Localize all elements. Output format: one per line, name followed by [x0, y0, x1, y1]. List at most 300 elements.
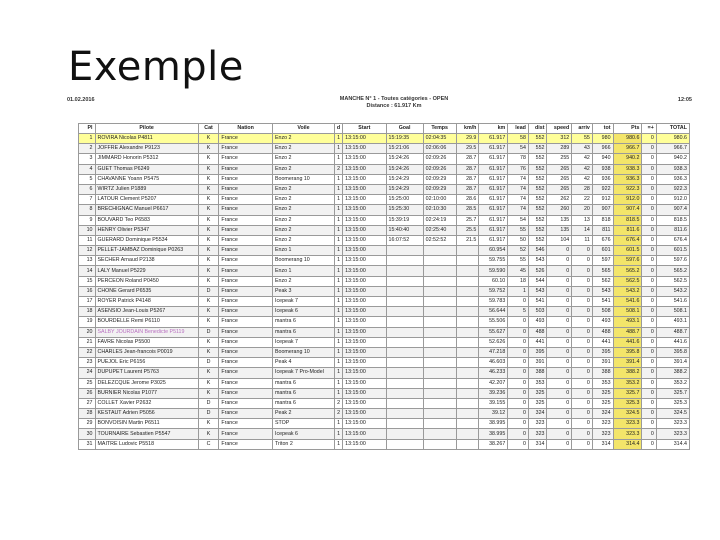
table-cell: 74: [508, 205, 529, 215]
table-cell: 3: [79, 154, 96, 164]
table-cell: 324.5: [656, 409, 689, 419]
table-cell: 11: [79, 235, 96, 245]
table-cell: 0: [642, 215, 656, 225]
table-cell: PELLET-JAMBAZ Dominique P0263: [95, 246, 198, 256]
table-cell: 940.2: [613, 154, 642, 164]
table-cell: 02:25:40: [423, 225, 456, 235]
table-cell: 29.9: [456, 134, 479, 144]
table-cell: [386, 327, 423, 337]
table-cell: 966.7: [613, 144, 642, 154]
table-cell: 0: [547, 439, 572, 449]
table-cell: 1: [334, 225, 342, 235]
table-cell: [456, 256, 479, 266]
table-cell: D: [198, 398, 219, 408]
table-cell: [423, 246, 456, 256]
table-cell: 1: [334, 276, 342, 286]
table-cell: PERCEON Roland P0450: [95, 276, 198, 286]
table-cell: CHONE Gerard P6535: [95, 286, 198, 296]
table-cell: 1: [334, 327, 342, 337]
table-cell: 488.7: [613, 327, 642, 337]
table-cell: 0: [572, 378, 593, 388]
table-cell: Enzo 2: [273, 205, 335, 215]
table-row: [79, 144, 690, 154]
table-cell: 0: [547, 266, 572, 276]
table-cell: 388.2: [613, 368, 642, 378]
table-cell: 02:10:00: [423, 195, 456, 205]
table-cell: 39.155: [479, 398, 508, 408]
table-row: [79, 225, 690, 235]
table-cell: 61.917: [479, 154, 508, 164]
table-cell: ASENSIO Jean-Louis P5267: [95, 307, 198, 317]
table-cell: 325: [592, 398, 613, 408]
table-cell: [423, 266, 456, 276]
table-cell: 42: [572, 164, 593, 174]
table-cell: 02:09:26: [423, 154, 456, 164]
table-cell: 1: [334, 205, 342, 215]
table-row: [79, 235, 690, 245]
table-cell: 0: [642, 134, 656, 144]
table-cell: 15: [79, 276, 96, 286]
table-cell: 0: [572, 327, 593, 337]
table-cell: K: [198, 154, 219, 164]
table-cell: [386, 246, 423, 256]
table-cell: 15:21:06: [386, 144, 423, 154]
table-cell: 104: [547, 235, 572, 245]
table-row: [79, 195, 690, 205]
table-cell: K: [198, 419, 219, 429]
table-cell: 1: [334, 266, 342, 276]
table-cell: 544: [528, 276, 547, 286]
table-cell: 13:15:00: [343, 205, 386, 215]
table-row: [79, 439, 690, 449]
table-cell: CHARLES Jean-francois P0019: [95, 347, 198, 357]
table-cell: 562.5: [613, 276, 642, 286]
table-cell: 0: [642, 225, 656, 235]
table-cell: 562: [592, 276, 613, 286]
table-row: [79, 398, 690, 408]
table-cell: 323: [592, 429, 613, 439]
table-cell: K: [198, 317, 219, 327]
table-cell: [456, 429, 479, 439]
table-cell: 922: [592, 184, 613, 194]
table-cell: 13: [572, 215, 593, 225]
table-cell: 17: [79, 297, 96, 307]
table-cell: France: [219, 134, 273, 144]
table-cell: 19: [79, 317, 96, 327]
table-cell: 0: [572, 429, 593, 439]
table-cell: 76: [508, 164, 529, 174]
table-cell: Icepeak 7 Pro-Model: [273, 368, 335, 378]
table-cell: 0: [508, 409, 529, 419]
table-cell: GUET Thomas P6249: [95, 164, 198, 174]
table-cell: 0: [642, 235, 656, 245]
table-row: [79, 134, 690, 144]
table-cell: 1: [334, 174, 342, 184]
table-cell: 353: [592, 378, 613, 388]
table-cell: [423, 307, 456, 317]
table-cell: France: [219, 388, 273, 398]
table-row: [79, 215, 690, 225]
table-cell: 2: [334, 398, 342, 408]
table-cell: 0: [547, 317, 572, 327]
table-cell: France: [219, 439, 273, 449]
table-cell: 265: [547, 174, 572, 184]
table-cell: 02:09:26: [423, 164, 456, 174]
column-header: Goal: [386, 124, 423, 134]
table-cell: 13:15:00: [343, 388, 386, 398]
column-header: speed: [547, 124, 572, 134]
table-cell: France: [219, 205, 273, 215]
table-cell: 325.3: [613, 398, 642, 408]
table-cell: [386, 398, 423, 408]
table-cell: 552: [528, 205, 547, 215]
table-cell: 1: [334, 337, 342, 347]
table-cell: D: [198, 358, 219, 368]
table-cell: 13:15:00: [343, 347, 386, 357]
table-cell: 13:15:00: [343, 195, 386, 205]
table-cell: K: [198, 337, 219, 347]
table-cell: 15:24:29: [386, 184, 423, 194]
table-cell: 0: [642, 144, 656, 154]
table-cell: K: [198, 225, 219, 235]
table-cell: 26: [79, 388, 96, 398]
table-cell: K: [198, 368, 219, 378]
table-cell: 1: [334, 286, 342, 296]
table-cell: 13:15:00: [343, 235, 386, 245]
table-cell: 818.5: [613, 215, 642, 225]
table-cell: 28.7: [456, 154, 479, 164]
table-cell: 13:15:00: [343, 439, 386, 449]
table-cell: 13:15:00: [343, 337, 386, 347]
table-cell: 0: [508, 419, 529, 429]
table-cell: 0: [572, 358, 593, 368]
table-cell: 601.5: [656, 246, 689, 256]
table-cell: 0: [508, 439, 529, 449]
table-cell: 60.954: [479, 246, 508, 256]
table-cell: [386, 388, 423, 398]
table-cell: France: [219, 225, 273, 235]
table-cell: [423, 419, 456, 429]
slide-title: Exemple: [68, 44, 244, 90]
column-header: Pilote: [95, 124, 198, 134]
table-cell: Triton 2: [273, 439, 335, 449]
table-cell: 0: [572, 347, 593, 357]
table-cell: 0: [642, 205, 656, 215]
table-cell: 6: [79, 184, 96, 194]
table-cell: 02:24:19: [423, 215, 456, 225]
table-cell: 676.4: [613, 235, 642, 245]
table-row: [79, 429, 690, 439]
table-cell: 0: [508, 368, 529, 378]
table-cell: [386, 419, 423, 429]
table-cell: 02:06:06: [423, 144, 456, 154]
table-cell: [386, 429, 423, 439]
table-cell: 54: [508, 215, 529, 225]
table-cell: [456, 246, 479, 256]
table-cell: 52: [508, 246, 529, 256]
table-cell: 565: [592, 266, 613, 276]
table-cell: [456, 419, 479, 429]
table-cell: 27: [79, 398, 96, 408]
table-cell: K: [198, 246, 219, 256]
table-cell: 388: [528, 368, 547, 378]
table-cell: 1: [334, 347, 342, 357]
table-cell: 61.917: [479, 174, 508, 184]
table-cell: 0: [642, 164, 656, 174]
table-cell: 46.603: [479, 358, 508, 368]
results-document: [64, 93, 704, 540]
table-cell: 0: [547, 276, 572, 286]
table-cell: 5: [79, 174, 96, 184]
table-cell: 61.917: [479, 205, 508, 215]
table-cell: France: [219, 429, 273, 439]
table-cell: 543: [528, 286, 547, 296]
table-cell: 1: [334, 154, 342, 164]
table-cell: 312: [547, 134, 572, 144]
table-cell: 543: [528, 256, 547, 266]
table-cell: [423, 439, 456, 449]
table-cell: 0: [642, 246, 656, 256]
table-cell: 1: [334, 235, 342, 245]
column-header: tot: [592, 124, 613, 134]
table-cell: 0: [547, 429, 572, 439]
table-cell: 907.4: [613, 205, 642, 215]
table-cell: 22: [79, 347, 96, 357]
table-row: [79, 317, 690, 327]
table-cell: 922.3: [613, 184, 642, 194]
table-cell: 552: [528, 225, 547, 235]
table-cell: 0: [547, 347, 572, 357]
table-cell: 0: [572, 256, 593, 266]
table-cell: 9: [79, 215, 96, 225]
column-header: km: [479, 124, 508, 134]
table-cell: 0: [508, 297, 529, 307]
table-cell: 28.7: [456, 164, 479, 174]
column-header: Pl: [79, 124, 96, 134]
table-cell: 2: [334, 164, 342, 174]
table-cell: France: [219, 419, 273, 429]
table-cell: 0: [642, 378, 656, 388]
table-cell: 42.207: [479, 378, 508, 388]
table-cell: 541: [592, 297, 613, 307]
table-cell: France: [219, 368, 273, 378]
table-cell: 0: [547, 286, 572, 296]
table-cell: K: [198, 378, 219, 388]
table-cell: 29.5: [456, 144, 479, 154]
table-cell: 23: [79, 358, 96, 368]
table-cell: [456, 439, 479, 449]
table-cell: France: [219, 184, 273, 194]
table-cell: Enzo 2: [273, 215, 335, 225]
table-cell: Boomerang 10: [273, 256, 335, 266]
table-cell: K: [198, 388, 219, 398]
table-cell: 0: [572, 266, 593, 276]
table-cell: K: [198, 144, 219, 154]
table-cell: Icepeak 7: [273, 297, 335, 307]
table-cell: 28.5: [456, 205, 479, 215]
table-cell: 552: [528, 154, 547, 164]
column-header: arriv: [572, 124, 593, 134]
table-cell: [423, 388, 456, 398]
table-cell: [456, 337, 479, 347]
table-cell: 323: [528, 419, 547, 429]
table-cell: [386, 347, 423, 357]
table-header-row: [79, 124, 690, 134]
table-cell: [423, 347, 456, 357]
table-cell: 135: [547, 225, 572, 235]
table-cell: France: [219, 144, 273, 154]
table-row: [79, 205, 690, 215]
table-cell: DELEZCQUE Jerome P3025: [95, 378, 198, 388]
table-cell: Enzo 2: [273, 144, 335, 154]
table-cell: 0: [642, 286, 656, 296]
table-cell: 0: [572, 286, 593, 296]
table-cell: 1: [334, 388, 342, 398]
table-cell: Enzo 2: [273, 154, 335, 164]
table-row: [79, 256, 690, 266]
table-cell: 255: [547, 154, 572, 164]
table-cell: JIMMARD Honorin P5312: [95, 154, 198, 164]
table-cell: 0: [572, 439, 593, 449]
table-cell: 61.917: [479, 164, 508, 174]
table-cell: 314: [528, 439, 547, 449]
table-cell: 61.917: [479, 184, 508, 194]
table-cell: [386, 358, 423, 368]
table-cell: D: [198, 286, 219, 296]
table-cell: 0: [547, 419, 572, 429]
table-cell: 562.5: [656, 276, 689, 286]
table-cell: 12: [79, 246, 96, 256]
table-cell: 31: [79, 439, 96, 449]
table-cell: [386, 297, 423, 307]
table-body: [79, 134, 690, 450]
table-cell: 552: [528, 215, 547, 225]
table-cell: 25.5: [456, 225, 479, 235]
table-cell: 59.783: [479, 297, 508, 307]
table-cell: [456, 409, 479, 419]
table-cell: 1: [334, 134, 342, 144]
table-cell: [386, 266, 423, 276]
table-cell: [456, 368, 479, 378]
table-cell: 676.4: [656, 235, 689, 245]
table-cell: 325: [528, 388, 547, 398]
table-cell: 936.3: [656, 174, 689, 184]
table-cell: 15:40:40: [386, 225, 423, 235]
table-cell: 541: [528, 297, 547, 307]
table-cell: France: [219, 174, 273, 184]
table-cell: 391: [592, 358, 613, 368]
table-cell: 2: [334, 409, 342, 419]
table-cell: 30: [79, 429, 96, 439]
table-cell: 966: [592, 144, 613, 154]
table-cell: 1: [508, 286, 529, 296]
table-cell: 552: [528, 195, 547, 205]
table-cell: 980: [592, 134, 613, 144]
table-cell: 546: [528, 246, 547, 256]
table-cell: 0: [508, 337, 529, 347]
table-cell: 15:24:26: [386, 154, 423, 164]
table-row: [79, 276, 690, 286]
table-cell: 493: [528, 317, 547, 327]
table-cell: Enzo 2: [273, 164, 335, 174]
table-cell: [386, 337, 423, 347]
table-cell: 0: [547, 358, 572, 368]
table-cell: 14: [79, 266, 96, 276]
table-cell: [423, 327, 456, 337]
table-cell: Boomerang 10: [273, 174, 335, 184]
table-cell: 260: [547, 205, 572, 215]
table-cell: [423, 409, 456, 419]
table-cell: 493: [592, 317, 613, 327]
table-cell: 0: [642, 368, 656, 378]
table-cell: 1: [334, 256, 342, 266]
table-cell: mantra 6: [273, 327, 335, 337]
table-cell: 0: [547, 297, 572, 307]
table-cell: 980.6: [613, 134, 642, 144]
table-cell: 597: [592, 256, 613, 266]
table-cell: 0: [572, 297, 593, 307]
table-cell: 388.2: [656, 368, 689, 378]
table-cell: BOURDELLE Remi P6110: [95, 317, 198, 327]
table-cell: 13:15:00: [343, 307, 386, 317]
table-cell: [386, 439, 423, 449]
table-cell: France: [219, 398, 273, 408]
table-cell: 543: [592, 286, 613, 296]
table-cell: 02:09:29: [423, 174, 456, 184]
table-cell: LATOUR Clement P5207: [95, 195, 198, 205]
column-header: dist: [528, 124, 547, 134]
column-header: km/h: [456, 124, 479, 134]
table-cell: 552: [528, 164, 547, 174]
table-cell: 13:15:00: [343, 368, 386, 378]
table-cell: 28.6: [456, 195, 479, 205]
table-cell: 15:25:30: [386, 205, 423, 215]
table-row: [79, 184, 690, 194]
table-cell: [423, 398, 456, 408]
table-cell: 1: [334, 184, 342, 194]
table-cell: 55.506: [479, 317, 508, 327]
table-row: [79, 307, 690, 317]
table-cell: 39.236: [479, 388, 508, 398]
table-cell: Peak 3: [273, 286, 335, 296]
table-cell: 0: [572, 276, 593, 286]
table-cell: 0: [572, 398, 593, 408]
table-cell: Enzo 2: [273, 134, 335, 144]
table-cell: [423, 378, 456, 388]
table-cell: 135: [547, 215, 572, 225]
table-cell: France: [219, 327, 273, 337]
table-cell: 38.995: [479, 429, 508, 439]
table-cell: 543.2: [656, 286, 689, 296]
table-cell: 388: [592, 368, 613, 378]
table-cell: 323.3: [613, 429, 642, 439]
table-row: [79, 347, 690, 357]
table-cell: 541.6: [613, 297, 642, 307]
table-cell: 50: [508, 235, 529, 245]
table-cell: 13:15:00: [343, 276, 386, 286]
table-cell: 0: [642, 195, 656, 205]
table-cell: Peak 2: [273, 409, 335, 419]
table-cell: 508.1: [656, 307, 689, 317]
table-row: [79, 358, 690, 368]
table-cell: 262: [547, 195, 572, 205]
table-cell: 0: [508, 317, 529, 327]
table-cell: 24: [79, 368, 96, 378]
table-cell: C: [198, 439, 219, 449]
table-cell: 02:09:29: [423, 184, 456, 194]
table-cell: 39.12: [479, 409, 508, 419]
table-cell: 0: [547, 256, 572, 266]
